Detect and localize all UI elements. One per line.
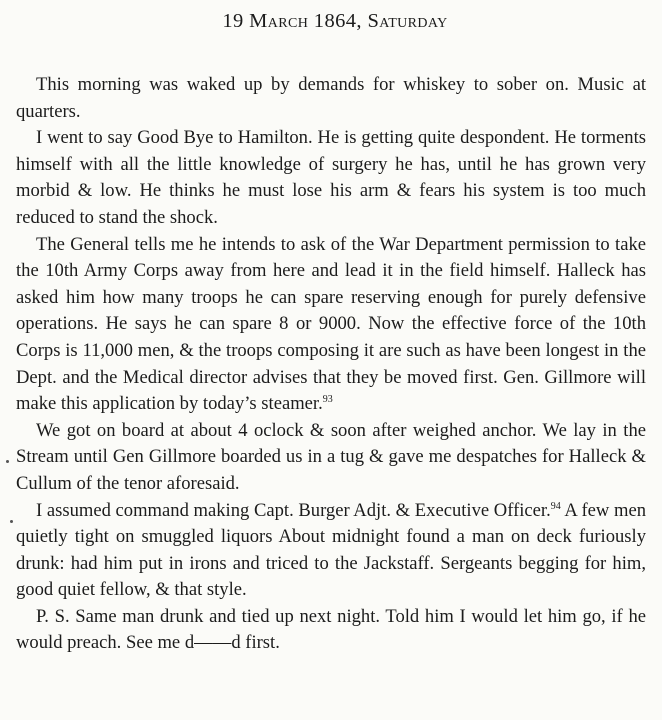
paragraph-3-text: The General tells me he intends to ask of the War Department permission to take the 10th Army Corps away from here and lead it in the field himself. Halleck has asked him how many troops he can spare reserving enough for purely defensive operations. He says he can spare 8 or 9000. Now the effective force of the 10th Corps is 11,000 men, & the troops composing it are such as have been longest in the Dept. and the Medical director advises that they be moved first. Gen. Gillmore will make this application by today’s steamer. [16, 233, 646, 415]
paragraph-4-text: We got on board at about 4 oclock & soon after weighed anchor. We lay in the Stream until Gen Gillmore boarded us in a tug & gave me despatches for Halleck & Cullum of the tenor aforesaid. [16, 419, 646, 494]
footnote-marker-93: 93 [322, 393, 333, 405]
scan-speck [6, 460, 9, 463]
paragraph-6-text: P. S. Same man drunk and tied up next night. Told him I would let him go, if he would preach. See me d——d first. [16, 605, 646, 654]
paragraph-5-text: I assumed command making Capt. Burger Adjt. & Executive Officer. [36, 499, 551, 521]
entry-heading: 19 March 1864, Saturday [222, 10, 448, 32]
paragraph-2-text: I went to say Good Bye to Hamilton. He is getting quite despondent. He torments himself with all the little knowledge of surgery he has, until he has grown very morbid & low. He thinks he must lose his arm & fears his system is too much reduced to stand the shock. [16, 127, 646, 228]
paragraph-6 [16, 604, 646, 657]
paragraph-3 [16, 232, 646, 418]
paragraph-1 [16, 72, 646, 125]
footnote-marker-94: 94 [550, 500, 561, 512]
paragraph-1-text: This morning was waked up by demands for whiskey to sober on. Music at quarters. [16, 74, 646, 122]
paragraph-4 [16, 418, 646, 498]
paragraph-5 [16, 498, 646, 604]
paragraph-2 [16, 125, 646, 231]
scan-speck [10, 520, 13, 523]
entry-body [16, 72, 646, 657]
paragraph-5-continuation: A few men quietly tight on smuggled liquors About midnight found a man on deck furiously drunk: had him put in irons and triced to the Jackstaff. Sergeants begging for him, good quiet fellow, & that style. [16, 499, 646, 601]
